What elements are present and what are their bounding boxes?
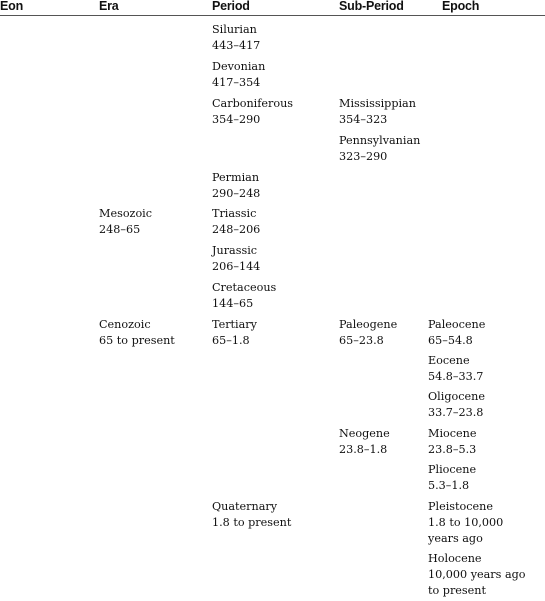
epoch-name: Miocene — [428, 427, 477, 440]
epoch-cell-eocene — [428, 353, 483, 385]
period-range: 206–144 — [212, 260, 261, 273]
period-name: Tertiary — [212, 318, 257, 331]
epoch-range: 65–54.8 — [428, 334, 473, 347]
era-cell-mesozoic — [99, 206, 152, 238]
era-range: 248–65 — [99, 223, 141, 236]
epoch-range-line: 1.8 to 10,000 — [428, 516, 504, 529]
epoch-name: Pleistocene — [428, 500, 493, 513]
epoch-range: 5.3–1.8 — [428, 479, 470, 492]
period-cell-permian — [212, 170, 260, 202]
column-header-sub-period: Sub-Period — [339, 0, 404, 13]
period-cell-silurian — [212, 22, 260, 54]
sub-period-name: Pennsylvanian — [339, 134, 421, 147]
epoch-range: 23.8–5.3 — [428, 443, 477, 456]
period-cell-jurassic — [212, 243, 260, 275]
period-name: Jurassic — [212, 244, 258, 257]
period-cell-tertiary — [212, 317, 257, 349]
period-name: Permian — [212, 171, 260, 184]
period-range: 443–417 — [212, 39, 261, 52]
epoch-name: Oligocene — [428, 390, 485, 403]
period-range: 1.8 to present — [212, 516, 292, 529]
epoch-cell-holocene — [428, 551, 526, 599]
sub-period-range: 323–290 — [339, 150, 388, 163]
column-header-epoch: Epoch — [442, 0, 480, 13]
period-cell-quaternary — [212, 499, 291, 531]
sub-period-name: Neogene — [339, 427, 390, 440]
sub-period-range: 23.8–1.8 — [339, 443, 388, 456]
sub-period-cell-pennsylvanian — [339, 133, 420, 165]
period-range: 354–290 — [212, 113, 261, 126]
period-name: Quaternary — [212, 500, 278, 513]
epoch-range: 54.8–33.7 — [428, 370, 484, 383]
sub-period-cell-paleogene — [339, 317, 397, 349]
period-cell-carboniferous — [212, 96, 293, 128]
period-name: Cretaceous — [212, 281, 277, 294]
sub-period-cell-neogene — [339, 426, 390, 458]
period-range: 144–65 — [212, 297, 254, 310]
epoch-range: 33.7–23.8 — [428, 406, 484, 419]
column-header-era: Era — [99, 0, 119, 13]
period-name: Carboniferous — [212, 97, 294, 110]
epoch-cell-pliocene — [428, 462, 476, 494]
period-cell-devonian — [212, 59, 265, 91]
epoch-name: Holocene — [428, 552, 482, 565]
epoch-cell-paleocene — [428, 317, 485, 349]
era-name: Mesozoic — [99, 207, 153, 220]
sub-period-name: Mississippian — [339, 97, 416, 110]
period-name: Silurian — [212, 23, 257, 36]
sub-period-cell-mississippian — [339, 96, 416, 128]
epoch-name: Pliocene — [428, 463, 477, 476]
table-header-row — [0, 0, 545, 17]
epoch-cell-pleistocene — [428, 499, 503, 547]
epoch-cell-miocene — [428, 426, 476, 458]
period-cell-triassic — [212, 206, 260, 238]
header-divider — [0, 15, 545, 16]
sub-period-range: 354–323 — [339, 113, 388, 126]
period-name: Devonian — [212, 60, 266, 73]
sub-period-range: 65–23.8 — [339, 334, 384, 347]
epoch-name: Eocene — [428, 354, 470, 367]
period-range: 417–354 — [212, 76, 261, 89]
column-header-eon: Eon — [0, 0, 24, 13]
epoch-range-line: years ago — [428, 532, 483, 545]
column-header-period: Period — [212, 0, 250, 13]
era-range: 65 to present — [99, 334, 175, 347]
period-name: Triassic — [212, 207, 257, 220]
epoch-cell-oligocene — [428, 389, 485, 421]
epoch-range-line: 10,000 years ago — [428, 568, 526, 581]
period-range: 65–1.8 — [212, 334, 250, 347]
era-cell-cenozoic — [99, 317, 175, 349]
era-name: Cenozoic — [99, 318, 151, 331]
period-range: 290–248 — [212, 187, 261, 200]
sub-period-name: Paleogene — [339, 318, 398, 331]
period-cell-cretaceous — [212, 280, 276, 312]
epoch-name: Paleocene — [428, 318, 486, 331]
epoch-range-line: to present — [428, 584, 486, 597]
period-range: 248–206 — [212, 223, 261, 236]
